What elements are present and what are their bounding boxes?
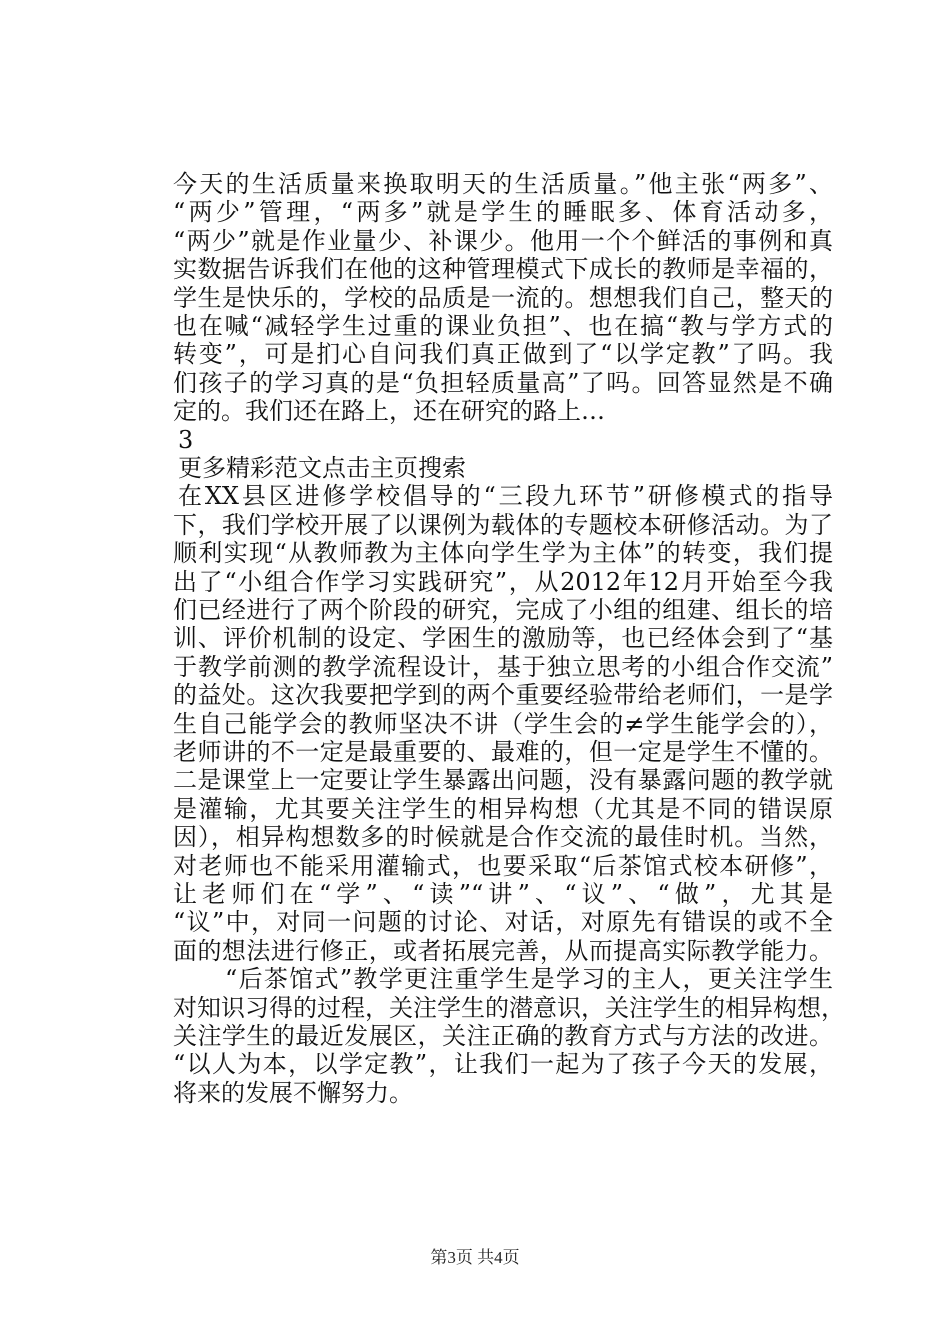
text-line: 出了“小组合作学习实践研究”，从2012年12月开始至今我: [173, 567, 833, 596]
paragraph-start: “后茶馆式”教学更注重学生是学习的主人，更关注学生: [225, 965, 833, 994]
text-line: 老师讲的不一定是最重要的、最难的，但一定是学生不懂的。: [173, 738, 833, 766]
text-line: 实数据告诉我们在他的这种管理模式下成长的教师是幸福的，: [173, 255, 833, 284]
text-line: “议”中，对同一问题的讨论、对话，对原先有错误的或不全: [173, 908, 833, 937]
text-line: 对知识习得的过程，关注学生的潜意识，关注学生的相异构想，: [173, 993, 845, 1022]
text-line: 转变”，可是扪心自问我们真正做到了“以学定教”了吗。我: [173, 340, 833, 369]
text-line: 顺利实现“从教师教为主体向学生学为主体”的转变，我们提: [173, 539, 833, 568]
text-line: 让老师们在“学”、“读”“讲”、“议”、“做”，尤其是: [173, 880, 833, 908]
promo-text: 更多精彩范文点击主页搜索: [178, 454, 466, 482]
text-line: “两少”管理，“两多”就是学生的睡眠多、体育活动多，: [173, 198, 833, 227]
text-line: 们孩子的学习真的是“负担轻质量高”了吗。回答显然是不确: [173, 368, 833, 397]
text-line: 对老师也不能采用灌输式，也要采取“后茶馆式校本研修”，: [173, 851, 833, 880]
text-line: 二是课堂上一定要让学生暴露出问题，没有暴露问题的教学就: [173, 766, 833, 795]
text-line: “以人为本，以学定教”，让我们一起为了孩子今天的发展，: [173, 1050, 833, 1079]
text-line: 是灌输，尤其要关注学生的相异构想（尤其是不同的错误原: [173, 794, 833, 823]
text-line: 的益处。这次我要把学到的两个重要经验带给老师们，一是学: [173, 681, 833, 710]
text-line: 将来的发展不懈努力。: [173, 1078, 413, 1107]
text-line: 今天的生活质量来换取明天的生活质量。”他主张“两多”、: [173, 170, 833, 198]
text-line: 学生是快乐的，学校的品质是一流的。想想我们自己，整天的: [173, 283, 833, 312]
text-line: 定的。我们还在路上，还在研究的路上…: [173, 397, 605, 426]
text-line: 于教学前测的教学流程设计，基于独立思考的小组合作交流”: [173, 652, 833, 681]
text-line: 训、评价机制的设定、学困生的激励等，也已经体会到了“基: [173, 624, 833, 653]
paragraph-start: 在XX县区进修学校倡导的“三段九环节”研修模式的指导: [178, 482, 833, 511]
text-line: “两少”就是作业量少、补课少。他用一个个鲜活的事例和真: [173, 226, 833, 255]
text-line: 们已经进行了两个阶段的研究，完成了小组的组建、组长的培: [173, 596, 833, 624]
text-line: 面的想法进行修正，或者拓展完善，从而提高实际教学能力。: [173, 936, 833, 965]
text-line: 下，我们学校开展了以课例为载体的专题校本研修活动。为了: [173, 510, 833, 539]
page-footer: 第3页 共4页: [430, 1248, 520, 1267]
text-line: 因），相异构想数多的时候就是合作交流的最佳时机。当然，: [173, 823, 833, 852]
text-line: 生自己能学会的教师坚决不讲（学生会的≠学生能学会的），: [173, 709, 833, 738]
section-number: 3: [178, 425, 194, 454]
text-line: 也在喊“减轻学生过重的课业负担”、也在搞“教与学方式的: [173, 312, 833, 340]
text-line: 关注学生的最近发展区，关注正确的教育方式与方法的改进。: [173, 1022, 833, 1050]
